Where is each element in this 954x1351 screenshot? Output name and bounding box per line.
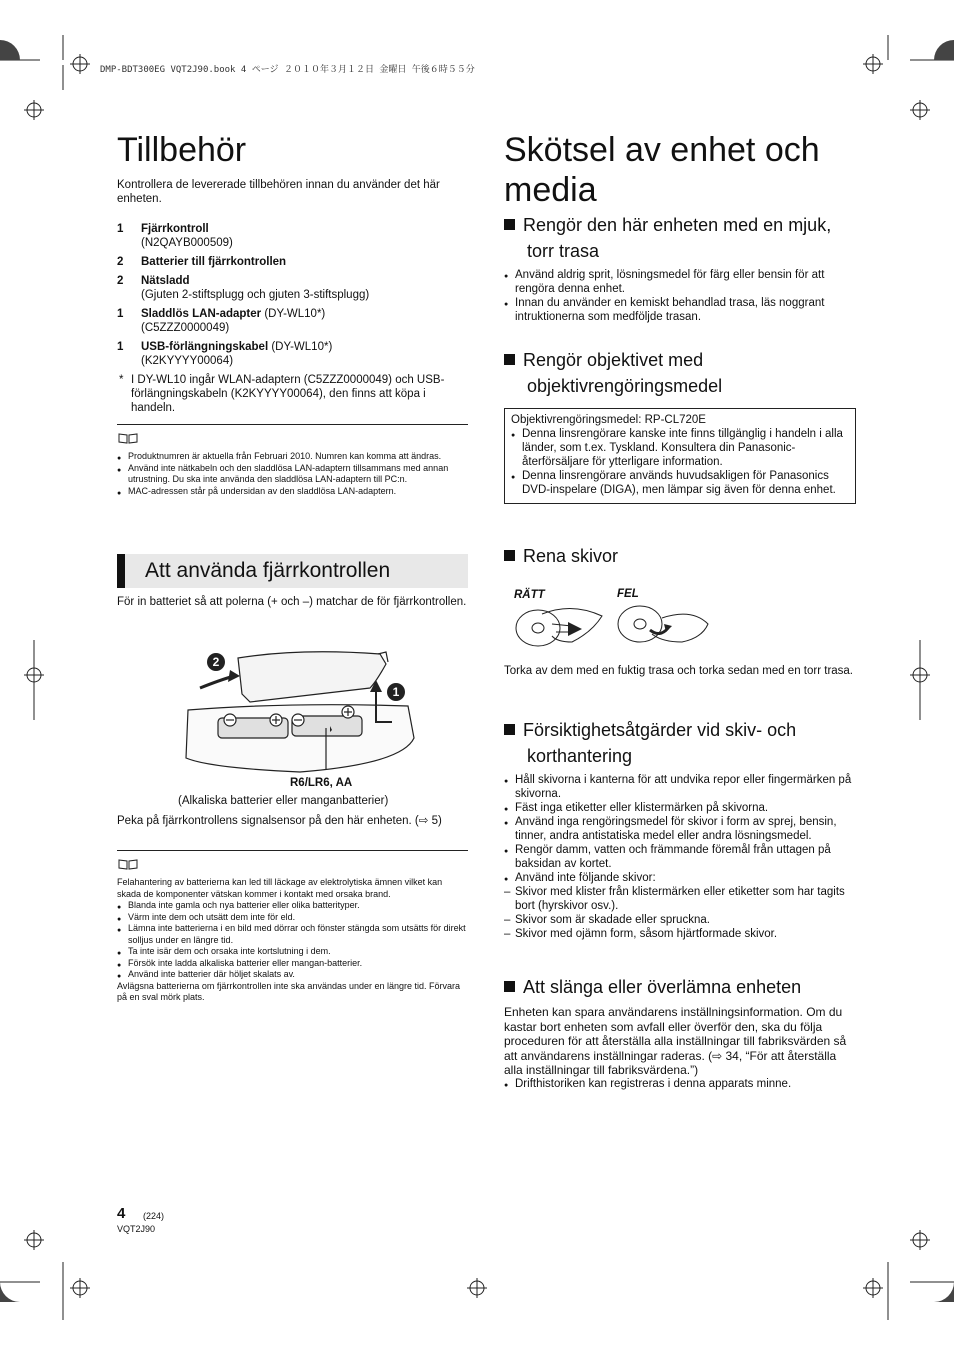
list-item-code: (Gjuten 2-stiftsplugg och gjuten 3-stiftsplugg) <box>141 289 370 301</box>
list-item-code: (K2KYYYY00064) <box>141 355 234 367</box>
divider <box>117 850 468 851</box>
disposal-bullet: ● Drifthistoriken kan registreras i denna apparats minne. <box>504 1077 855 1091</box>
battery-sub: (Alkaliska batterier eller manganbatterier) <box>178 795 389 807</box>
disposal-text: Enheten kan spara användarens inställningsinformation. Om du kastar bort enheten som avfall eller överför den, ska du följa proceduren för att återställa alla inställningar till fabriksvärden så att användarens inställningar raderas. (⇨ 34, “För att återställa alla inställningar till fabriksvärdena.”) <box>504 1005 847 1077</box>
disc-cleaning-figure <box>512 602 712 652</box>
list-item-code: (N2QAYB000509) <box>141 237 233 249</box>
remote-battery-figure <box>180 640 420 780</box>
divider <box>117 424 468 425</box>
section-heading-clean-unit: Rengör den här enheten med en mjuk, torr trasa <box>504 212 831 264</box>
list-item: 1 Sladdlös LAN-adapter (DY-WL10*) <box>117 308 326 320</box>
clean-unit-bullets: ● Använd aldrig sprit, lösningsmedel för färg eller bensin för att rengöra denna enhet. ● Innan du använder en kemiskt behandlad trasa, läs noggrant intruktionerna som medföljde trasan. <box>504 268 854 324</box>
list-item: 1 USB-förlängningskabel (DY-WL10*) <box>117 341 333 353</box>
wrong-label: FEL <box>617 588 639 600</box>
correct-label: RÄTT <box>514 589 545 601</box>
notes-2: Felahantering av batterierna kan led till läckage av elektrolytiska ämnen vilket kan skada de komponenter vätskan kommer i kontakt med orsaka brand. ● Blanda inte gamla och nya batterier eller olika batterityper. ● Värm inte dem och utsätt dem inte för eld. ● Lämna inte batterierna i en bild med dörrar och fönster stängda som utsätts för direkt solljus under en längre tid. ● Ta inte isär dem och orsaka inte kortslutning i dem. ● Försök inte ladda alkaliska batterier eller mangan-batterier. ● Använd inte batterier där höljet skalats av. Avlägsna batterierna om fjärrkontrollen inte ska användas under en längre tid. Förvara på en sval mörk plats. <box>117 877 467 1004</box>
precautions-list: ● Håll skivorna i kanterna för att undvika repor eller fingermärken på skivorna. ● Fäst inga etiketter eller klistermärken på skivorna. ● Använd inga rengöringsmedel för skivor i form av sprej, bensin, tinner, andra antistatiska medel eller andra lösningsmedel. ● Rengör damm, vatten och främmande föremål från uttagen på baksidan av kortet. ● Använd inte följande skivor: – Skivor med klister från klistermärken eller etiketter som har tagits bort (hyrskivor osv.). – Skivor som är skadade eller spruckna. – Skivor med ojämn form, såsom hjärtformade skivor. <box>504 773 854 941</box>
list-item-code: (C5ZZZ0000049) <box>141 322 230 334</box>
list-item: 2 Nätsladd <box>117 275 190 287</box>
disc-cleaning-text: Torka av dem med en fuktig trasa och torka sedan med en torr trasa. <box>504 665 854 677</box>
page-ref: (224) <box>143 1211 165 1221</box>
doc-code: VQT2J90 <box>117 1224 156 1234</box>
notes-1: ● Produktnumren är aktuella från Februari 2010. Numren kan komma att ändras. ● Använd inte nätkabeln och den sladdlösa LAN-adaptern tillsammans med annan utrustning. Du ska inte använda den sladdlösa LAN-adaptern till PC:n. ● MAC-adressen står på undersidan av den sladdlösa LAN-adaptern. <box>117 451 467 497</box>
step-2-label: 2 <box>212 655 220 669</box>
page-title-left: Tillbehör <box>117 131 247 169</box>
step-1-label: 1 <box>392 685 400 699</box>
footnote: * I DY-WL10 ingår WLAN-adaptern (C5ZZZ0000049) och USB-förlängningskabeln (K2KYYYY00064), den finns att köpa i handeln. <box>119 374 445 414</box>
section-heading-disposal: Att slänga eller överlämna enheten <box>504 974 801 1000</box>
page-title-right: Skötsel av enhet och media <box>504 131 820 209</box>
accessory-list <box>117 222 467 415</box>
accessories-intro: Kontrollera de levererade tillbehören innan du använder det här enheten. <box>117 179 440 205</box>
battery-intro: För in batteriet så att polerna (+ och –) matchar de för fjärrkontrollen. <box>117 596 467 608</box>
section-heading-precautions: Försiktighetsåtgärder vid skiv- och korthantering <box>504 717 796 769</box>
sensor-text: Peka på fjärrkontrollens signalsensor på den här enheten. (⇨ 5) <box>117 815 442 827</box>
section-heading-discs: Rena skivor <box>504 543 618 569</box>
book-icon <box>118 432 138 444</box>
page-number: 4 <box>117 1205 126 1222</box>
print-header: DMP-BDT300EG VQT2J90.book 4 ページ ２０１０年３月１２日 金曜日 午後６時５５分 <box>100 65 475 75</box>
section-banner: Att använda fjärrkontrollen <box>117 554 468 588</box>
book-icon <box>118 858 138 870</box>
section-heading-lens: Rengör objektivet med objektivrengöringsmedel <box>504 347 722 399</box>
lens-cleaner-box: Objektivrengöringsmedel: RP-CL720E ● Denna linsrengörare kanske inte finns tillgänglig i handeln i alla länder, som t.ex. Tyskland. Konsultera din Panasonic-återförsäljare för ytterligare information. ● Denna linsrengörare används huvudsakligen för Panasonics DVD-inspelare (DIGA), men lämpar sig även för denna enhet. <box>504 408 856 504</box>
list-item: 2 Batterier till fjärrkontrollen <box>117 256 287 268</box>
battery-label: R6/LR6, AA <box>290 777 353 789</box>
list-item: 1 Fjärrkontroll <box>117 223 209 235</box>
